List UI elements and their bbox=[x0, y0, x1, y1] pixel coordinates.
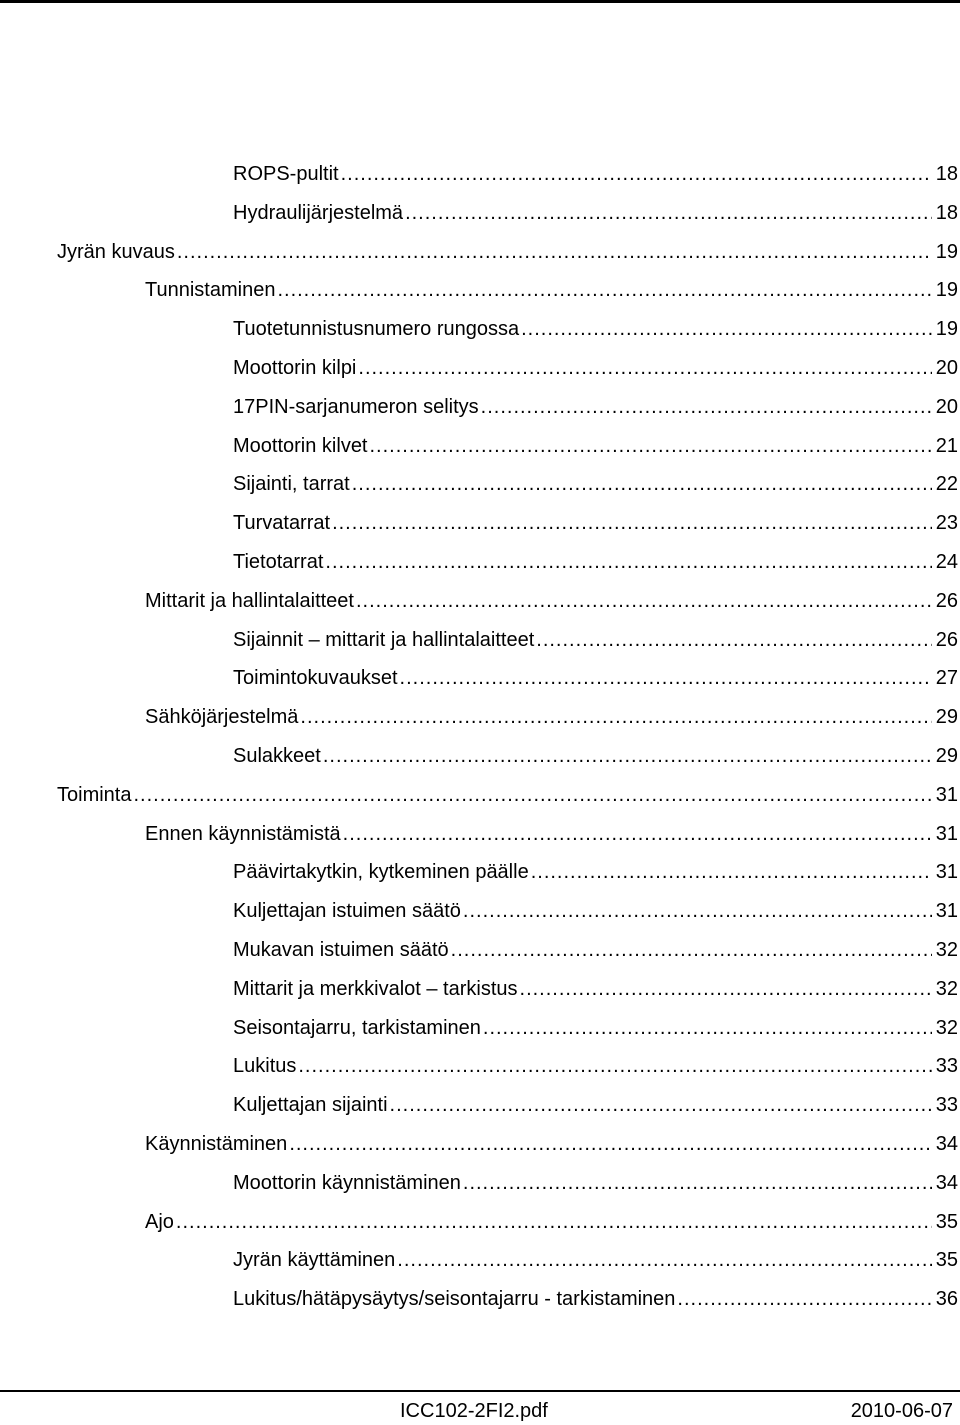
toc-entry-page-number: 33 bbox=[935, 1055, 958, 1077]
toc-entry-page-number: 18 bbox=[935, 202, 958, 224]
toc-entry[interactable] bbox=[233, 383, 958, 419]
toc-entry-page-number: 32 bbox=[935, 1017, 958, 1039]
toc-entry-title: Tuotetunnistusnumero rungossa bbox=[233, 318, 520, 340]
toc-entry-title: Mukavan istuimen säätö bbox=[233, 939, 449, 961]
toc-entry-page-number: 31 bbox=[935, 900, 958, 922]
toc-dot-leader bbox=[521, 317, 932, 341]
toc-entry-page-number: 31 bbox=[935, 823, 958, 845]
toc-dot-leader bbox=[405, 201, 932, 225]
toc-dot-leader bbox=[176, 1210, 932, 1234]
toc-entry[interactable] bbox=[145, 1198, 958, 1234]
toc-dot-leader bbox=[177, 240, 932, 264]
toc-entry[interactable] bbox=[233, 1042, 958, 1078]
toc-dot-leader bbox=[677, 1287, 931, 1311]
toc-entry-page-number: 31 bbox=[935, 784, 958, 806]
toc-entry-title: Seisontajarru, tarkistaminen bbox=[233, 1017, 481, 1039]
toc-entry-title: Moottorin kilpi bbox=[233, 357, 357, 379]
toc-dot-leader bbox=[400, 666, 932, 690]
toc-dot-leader bbox=[483, 1016, 932, 1040]
toc-entry-page-number: 19 bbox=[935, 318, 958, 340]
toc-entry[interactable] bbox=[145, 577, 958, 613]
toc-dot-leader bbox=[323, 744, 932, 768]
toc-dot-leader bbox=[356, 589, 932, 613]
toc-entry-page-number: 20 bbox=[935, 357, 958, 379]
toc-dot-leader bbox=[298, 1054, 931, 1078]
toc-dot-leader bbox=[133, 783, 931, 807]
toc-entry-title: Toiminta bbox=[57, 784, 132, 806]
toc-entry-title: Jyrän kuvaus bbox=[57, 241, 175, 263]
toc-entry-page-number: 34 bbox=[935, 1172, 958, 1194]
toc-entry-title: Lukitus bbox=[233, 1055, 297, 1077]
toc-entry[interactable] bbox=[57, 228, 958, 264]
toc-entry-page-number: 20 bbox=[935, 396, 958, 418]
toc-entry[interactable] bbox=[233, 189, 958, 225]
toc-entry[interactable] bbox=[233, 926, 958, 962]
toc-dot-leader bbox=[531, 860, 932, 884]
toc-entry[interactable] bbox=[57, 771, 958, 807]
toc-entry-page-number: 23 bbox=[935, 512, 958, 534]
toc-entry-page-number: 26 bbox=[935, 590, 958, 612]
toc-entry-page-number: 32 bbox=[935, 978, 958, 1000]
toc-entry-title: Toimintokuvaukset bbox=[233, 667, 398, 689]
toc-entry[interactable] bbox=[233, 150, 958, 186]
toc-entry-page-number: 21 bbox=[935, 435, 958, 457]
toc-entry[interactable] bbox=[233, 1275, 958, 1311]
toc-entry[interactable] bbox=[233, 460, 958, 496]
toc-entry[interactable] bbox=[233, 344, 958, 380]
toc-entry-title: Lukitus/hätäpysäytys/seisontajarru - tarkistaminen bbox=[233, 1288, 676, 1310]
toc-entry-title: Moottorin kilvet bbox=[233, 435, 368, 457]
toc-entry[interactable] bbox=[233, 422, 958, 458]
toc-entry-page-number: 34 bbox=[935, 1133, 958, 1155]
toc-entry-page-number: 24 bbox=[935, 551, 958, 573]
toc-entry-title: Mittarit ja merkkivalot – tarkistus bbox=[233, 978, 518, 1000]
toc-entry-page-number: 27 bbox=[935, 667, 958, 689]
toc-dot-leader bbox=[332, 511, 932, 535]
toc-entry[interactable] bbox=[145, 693, 958, 729]
toc-entry[interactable] bbox=[233, 538, 958, 574]
toc-entry-title: Ajo bbox=[145, 1211, 174, 1233]
toc-entry-title: Sulakkeet bbox=[233, 745, 321, 767]
toc-entry-title: Kuljettajan sijainti bbox=[233, 1094, 388, 1116]
toc-entry[interactable] bbox=[233, 887, 958, 923]
toc-dot-leader bbox=[370, 434, 932, 458]
toc-dot-leader bbox=[520, 977, 932, 1001]
toc-entry-page-number: 29 bbox=[935, 745, 958, 767]
toc-entry-title: Päävirtakytkin, kytkeminen päälle bbox=[233, 861, 529, 883]
toc-entry[interactable] bbox=[233, 305, 958, 341]
toc-entry-page-number: 32 bbox=[935, 939, 958, 961]
toc-entry-title: Moottorin käynnistäminen bbox=[233, 1172, 461, 1194]
toc-entry[interactable] bbox=[233, 1081, 958, 1117]
toc-entry[interactable] bbox=[233, 654, 958, 690]
toc-dot-leader bbox=[343, 822, 932, 846]
toc-dot-leader bbox=[358, 356, 931, 380]
toc-entry[interactable] bbox=[233, 1236, 958, 1272]
toc-entry[interactable] bbox=[233, 965, 958, 1001]
toc-entry-title: Kuljettajan istuimen säätö bbox=[233, 900, 461, 922]
toc-entry-title: Ennen käynnistämistä bbox=[145, 823, 341, 845]
toc-entry[interactable] bbox=[145, 1120, 958, 1156]
toc-entry-title: Hydraulijärjestelmä bbox=[233, 202, 404, 224]
toc-entry-page-number: 18 bbox=[935, 163, 958, 185]
toc-entry[interactable] bbox=[145, 266, 958, 302]
toc-entry-title: Tunnistaminen bbox=[145, 279, 276, 301]
toc-dot-leader bbox=[390, 1093, 932, 1117]
toc-entry-page-number: 35 bbox=[935, 1211, 958, 1233]
footer-date: 2010-06-07 bbox=[850, 1400, 953, 1422]
toc-dot-leader bbox=[325, 550, 931, 574]
toc-entry-title: Jyrän käyttäminen bbox=[233, 1249, 396, 1271]
toc-entry-title: Sijainti, tarrat bbox=[233, 473, 350, 495]
toc-entry-title: Käynnistäminen bbox=[145, 1133, 288, 1155]
toc-entry[interactable] bbox=[145, 810, 958, 846]
toc-dot-leader bbox=[536, 628, 931, 652]
toc-entry-title: Tietotarrat bbox=[233, 551, 324, 573]
toc-entry[interactable] bbox=[233, 499, 958, 535]
toc-entry[interactable] bbox=[233, 1159, 958, 1195]
toc-entry-page-number: 33 bbox=[935, 1094, 958, 1116]
toc-dot-leader bbox=[300, 705, 931, 729]
toc-entry-title: ROPS-pultit bbox=[233, 163, 339, 185]
toc-entry-title: Turvatarrat bbox=[233, 512, 331, 534]
footer-rule bbox=[0, 1390, 960, 1392]
toc-dot-leader bbox=[352, 472, 932, 496]
toc-dot-leader bbox=[289, 1132, 931, 1156]
toc-entry-title: Sähköjärjestelmä bbox=[145, 706, 299, 728]
toc-entry-page-number: 35 bbox=[935, 1249, 958, 1271]
toc-dot-leader bbox=[451, 938, 932, 962]
toc-entry[interactable] bbox=[233, 616, 958, 652]
toc-entry[interactable] bbox=[233, 848, 958, 884]
toc-entry-title: 17PIN-sarjanumeron selitys bbox=[233, 396, 479, 418]
toc-entry-page-number: 26 bbox=[935, 629, 958, 651]
toc-entry-title: Sijainnit – mittarit ja hallintalaitteet bbox=[233, 629, 535, 651]
toc-entry-page-number: 19 bbox=[935, 241, 958, 263]
toc-entry-title: Mittarit ja hallintalaitteet bbox=[145, 590, 354, 612]
footer-filename: ICC102-2FI2.pdf bbox=[400, 1400, 548, 1422]
toc-dot-leader bbox=[463, 1171, 932, 1195]
toc-dot-leader bbox=[277, 278, 931, 302]
toc-entry-page-number: 36 bbox=[935, 1288, 958, 1310]
page-footer bbox=[0, 1398, 960, 1424]
toc-entry[interactable] bbox=[233, 1004, 958, 1040]
toc-dot-leader bbox=[397, 1248, 931, 1272]
toc-entry-page-number: 31 bbox=[935, 861, 958, 883]
toc-entry-page-number: 22 bbox=[935, 473, 958, 495]
toc-entry[interactable] bbox=[233, 732, 958, 768]
toc-dot-leader bbox=[463, 899, 932, 923]
toc-entry-page-number: 19 bbox=[935, 279, 958, 301]
toc-entry-page-number: 29 bbox=[935, 706, 958, 728]
toc-dot-leader bbox=[481, 395, 932, 419]
toc-dot-leader bbox=[341, 162, 932, 186]
top-rule bbox=[0, 0, 960, 3]
